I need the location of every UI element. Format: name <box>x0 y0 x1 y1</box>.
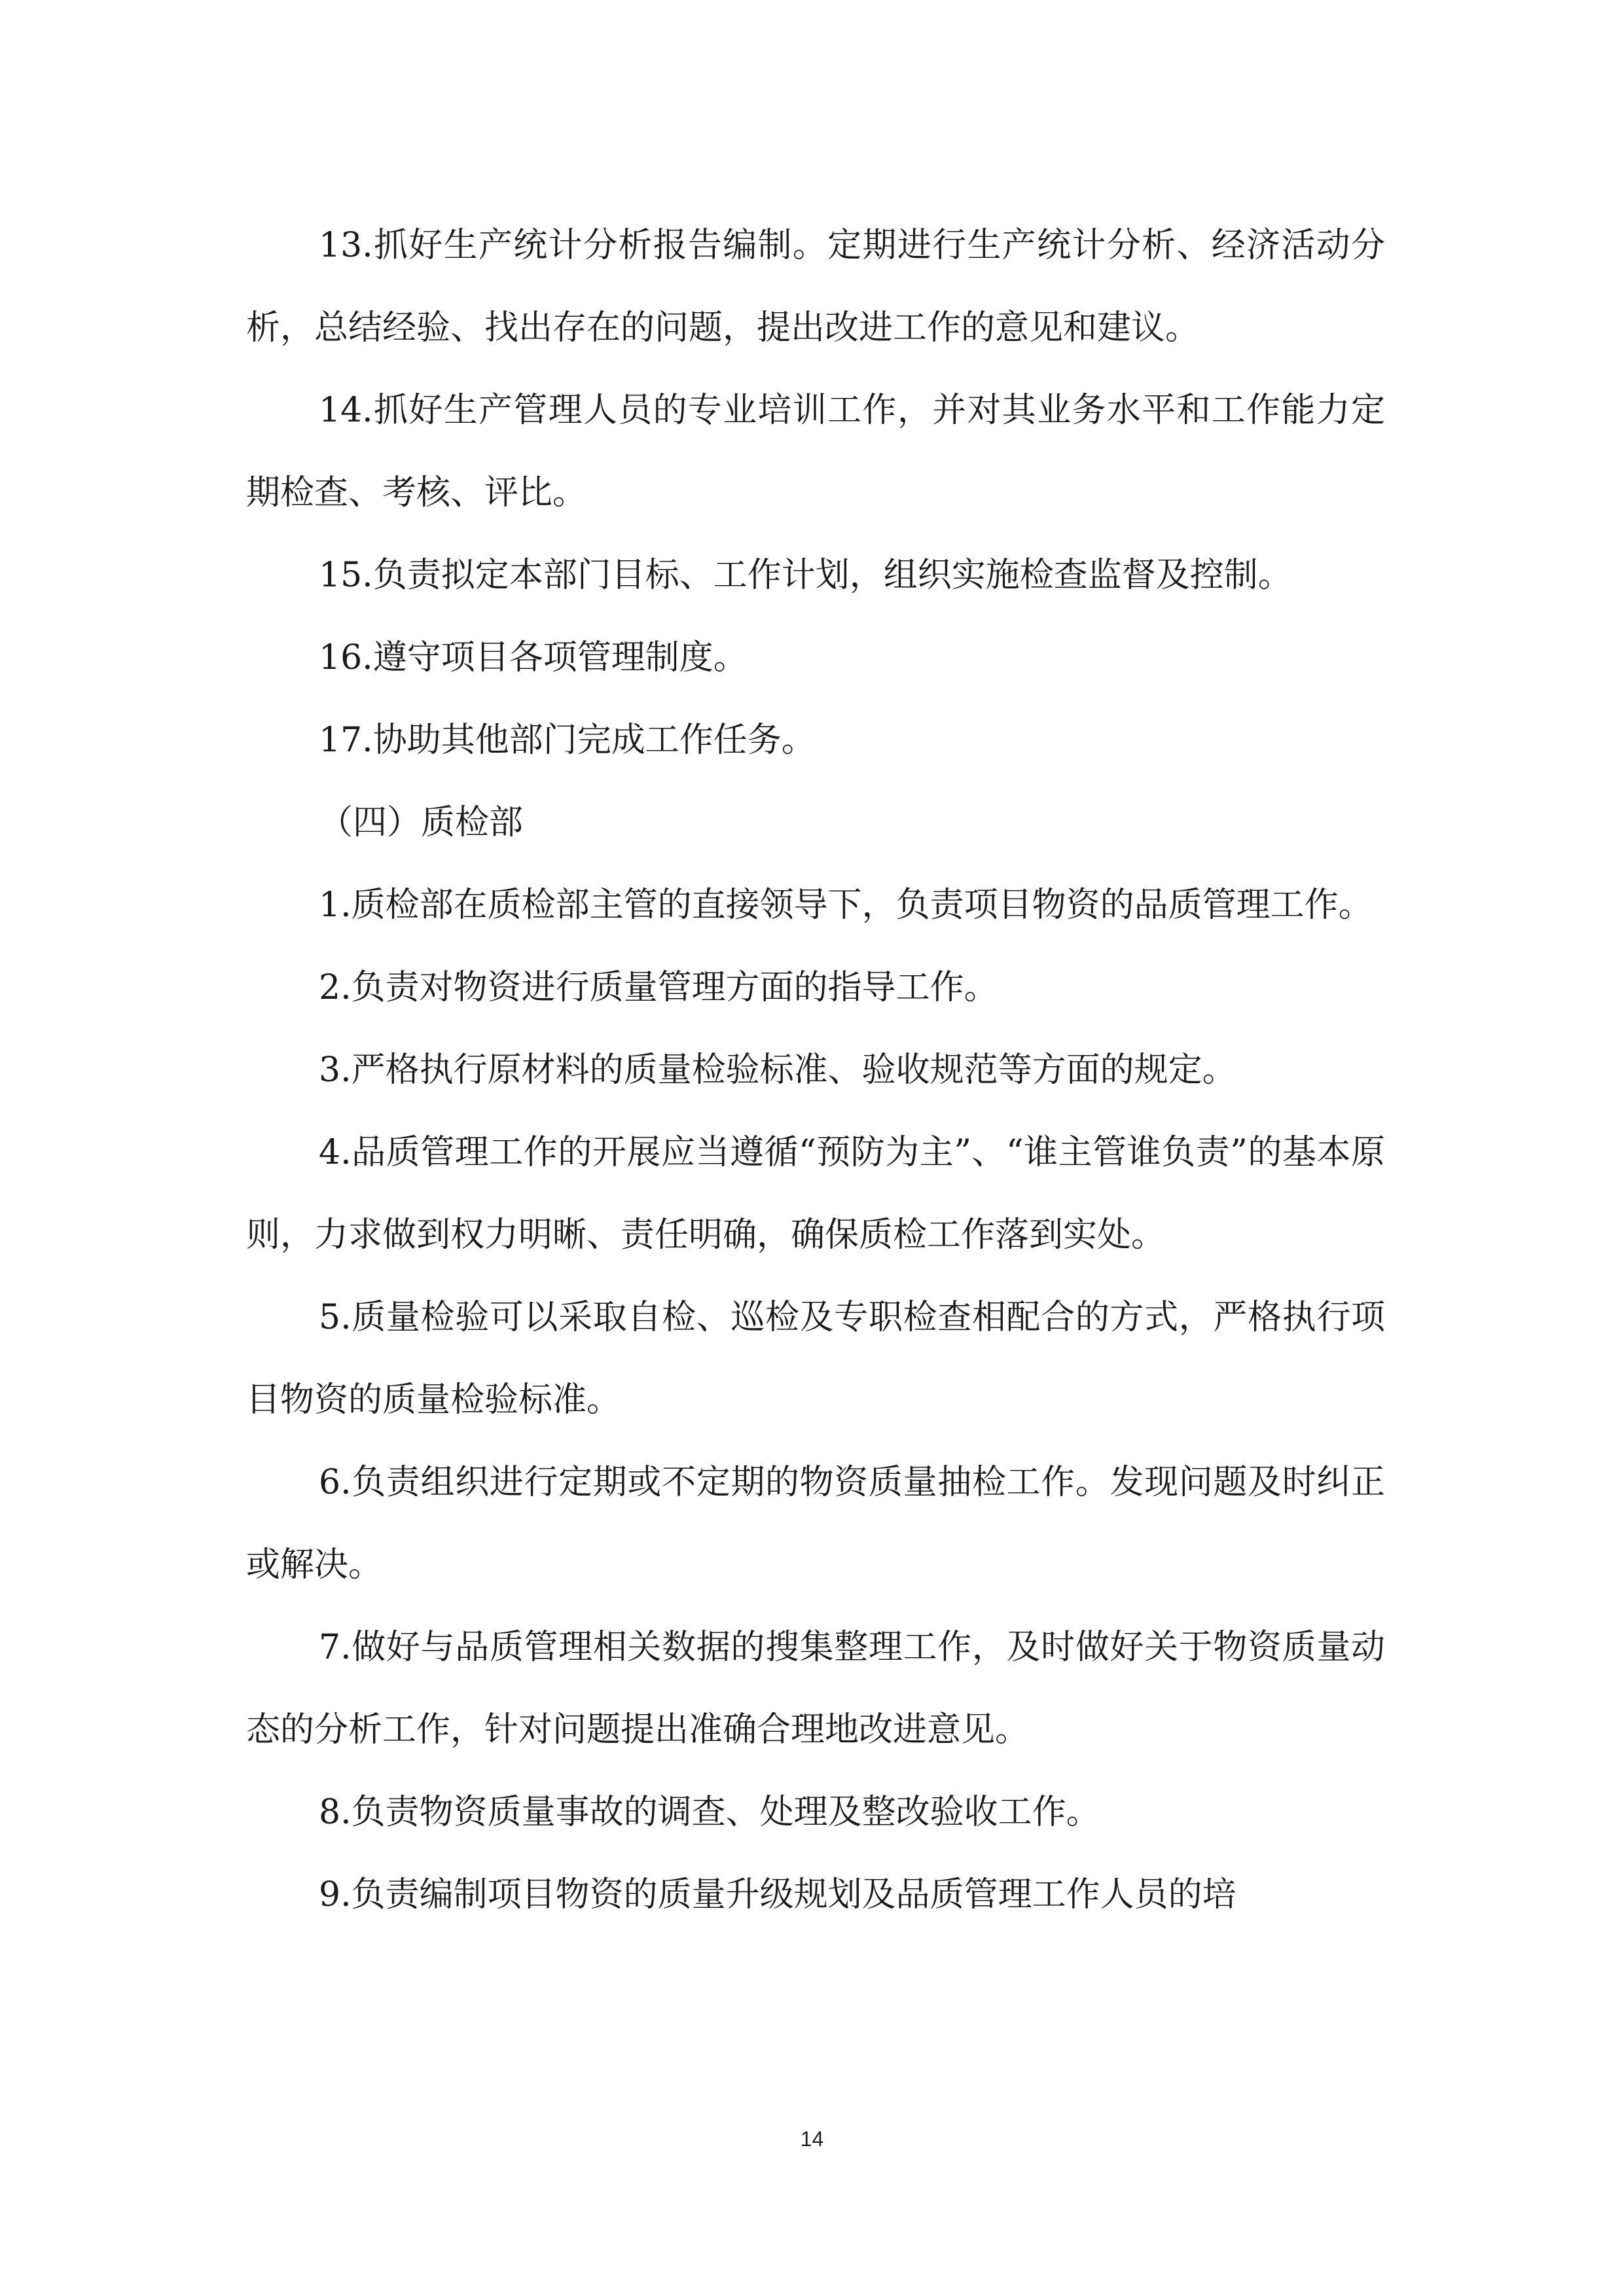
paragraph-16: 16.遵守项目各项管理制度。 <box>319 638 748 677</box>
paragraph-q5: 5.质量检验可以采取自检、巡检及专职检查相配合的方式，严格执行项目物资的质量检验标准。 <box>246 1298 1385 1420</box>
body-text <box>246 204 1385 1936</box>
paragraph-14: 14.抓好生产管理人员的专业培训工作，并对其业务水平和工作能力定期检查、考核、评比。 <box>246 391 1385 512</box>
paragraph-q8: 8.负责物资质量事故的调查、处理及整改验收工作。 <box>319 1793 1100 1832</box>
paragraph-17: 17.协助其他部门完成工作任务。 <box>319 721 816 760</box>
section-heading-quality-dept: （四）质检部 <box>319 803 524 842</box>
paragraph-q4: 4.品质管理工作的开展应当遵循“预防为主”、“谁主管谁负责”的基本原则，力求做到权力明晰、责任明确，确保质检工作落到实处。 <box>246 1133 1385 1255</box>
paragraph-q9: 9.负责编制项目物资的质量升级规划及品质管理工作人员的培 <box>319 1875 1236 1914</box>
paragraph-13: 13.抓好生产统计分析报告编制。定期进行生产统计分析、经济活动分析，总结经验、找出存在的问题，提出改进工作的意见和建议。 <box>246 226 1385 348</box>
paragraph-q6: 6.负责组织进行定期或不定期的物资质量抽检工作。发现问题及时纠正或解决。 <box>246 1463 1385 1585</box>
page-number: 14 <box>800 2127 824 2151</box>
paragraph-q7: 7.做好与品质管理相关数据的搜集整理工作，及时做好关于物资质量动态的分析工作，针对问题提出准确合理地改进意见。 <box>246 1628 1385 1749</box>
paragraph-15: 15.负责拟定本部门目标、工作计划，组织实施检查监督及控制。 <box>319 556 1292 595</box>
paragraph-q1: 1.质检部在质检部主管的直接领导下，负责项目物资的品质管理工作。 <box>319 886 1373 925</box>
paragraph-q3: 3.严格执行原材料的质量检验标准、验收规范等方面的规定。 <box>319 1050 1236 1090</box>
paragraph-q2: 2.负责对物资进行质量管理方面的指导工作。 <box>319 968 998 1007</box>
